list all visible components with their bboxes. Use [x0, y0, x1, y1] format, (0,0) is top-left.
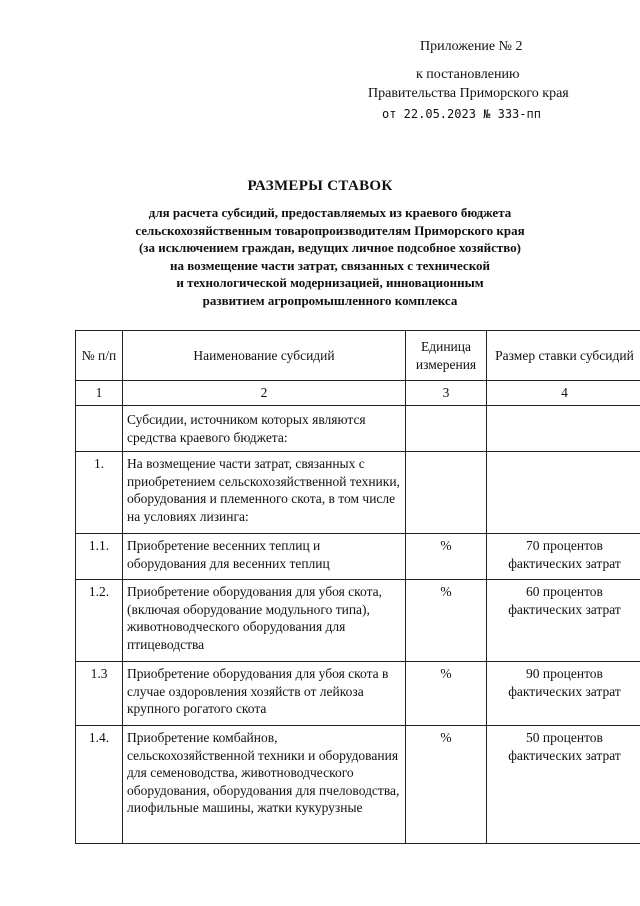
- table-header-row: [76, 331, 640, 381]
- table-row: [76, 534, 640, 580]
- column-index: 4: [487, 381, 640, 406]
- row-rate: 90 процентов фактических затрат: [487, 662, 640, 726]
- row-unit: %: [406, 726, 487, 844]
- row-rate: 70 процентов фактических затрат: [487, 534, 640, 580]
- government-label: Правительства Приморского края: [368, 86, 569, 101]
- column-index: 3: [406, 381, 487, 406]
- row-rate: 60 процентов фактических затрат: [487, 580, 640, 662]
- table-row: [76, 406, 640, 452]
- row-name: Субсидии, источником которых являются средства краевого бюджета:: [123, 406, 406, 452]
- row-unit: %: [406, 580, 487, 662]
- document-subtitle: [80, 204, 580, 309]
- column-index-row: [76, 381, 640, 406]
- appendix-label: Приложение № 2: [420, 39, 523, 54]
- table-row: [76, 662, 640, 726]
- row-name: Приобретение оборудования для убоя скота в случае оздоровления хозяйств от лейкоза крупного рогатого скота: [123, 662, 406, 726]
- row-unit: %: [406, 534, 487, 580]
- row-rate: [487, 452, 640, 534]
- row-name: На возмещение части затрат, связанных с приобретением сельскохозяйственной техники, оборудования и племенного скота, в том числе на условиях лизинга:: [123, 452, 406, 534]
- table-row: [76, 580, 640, 662]
- column-index: 2: [123, 381, 406, 406]
- rates-table: [75, 330, 640, 844]
- row-rate: 50 процентов фактических затрат: [487, 726, 640, 844]
- row-number: 1.1.: [76, 534, 123, 580]
- column-header-rate: Размер ставки субсидий: [487, 331, 640, 381]
- row-number: 1.3: [76, 662, 123, 726]
- row-number: [76, 406, 123, 452]
- resolution-label: к постановлению: [416, 67, 520, 82]
- subtitle-line: сельскохозяйственным товаропроизводителям Приморского края: [135, 222, 525, 238]
- row-unit: [406, 452, 487, 534]
- row-name: Приобретение весенних теплиц и оборудования для весенних теплиц: [123, 534, 406, 580]
- row-rate: [487, 406, 640, 452]
- resolution-date-number: от 22.05.2023 № 333-пп: [382, 107, 541, 121]
- subtitle-line: на возмещение части затрат, связанных с технической: [169, 257, 491, 273]
- row-name: Приобретение комбайнов, сельскохозяйственной техники и оборудования для семеноводства, животноводческого оборудования, оборудования для пчеловодства, лиофильные машины, жатки кукурузные: [123, 726, 406, 844]
- column-index: 1: [76, 381, 123, 406]
- column-header-name: Наименование субсидий: [123, 331, 406, 381]
- row-number: 1.4.: [76, 726, 123, 844]
- document-title: РАЗМЕРЫ СТАВОК: [247, 178, 393, 194]
- subtitle-line: (за исключением граждан, ведущих личное подсобное хозяйство): [138, 240, 522, 255]
- row-number: 1.: [76, 452, 123, 534]
- row-number: 1.2.: [76, 580, 123, 662]
- table-row: [76, 726, 640, 844]
- subtitle-line: для расчета субсидий, предоставляемых из краевого бюджета: [148, 205, 512, 220]
- column-header-number: № п/п: [76, 331, 123, 381]
- row-name: Приобретение оборудования для убоя скота, (включая оборудование модульного типа), животноводческого оборудования для птицеводства: [123, 580, 406, 662]
- column-header-unit: Единица измерения: [406, 331, 487, 381]
- subtitle-line: и технологической модернизацией, инновационным: [176, 275, 484, 290]
- row-unit: [406, 406, 487, 452]
- subtitle-line: развитием агропромышленного комплекса: [202, 292, 458, 308]
- table-row: [76, 452, 640, 534]
- row-unit: %: [406, 662, 487, 726]
